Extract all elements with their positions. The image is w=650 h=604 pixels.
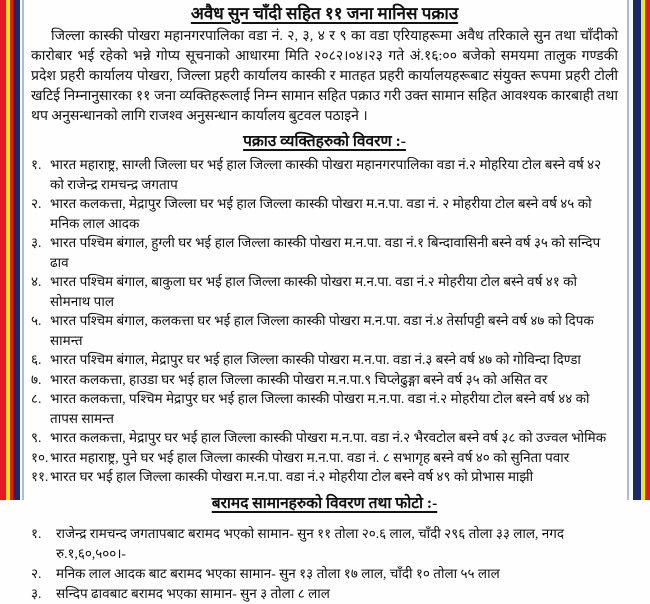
list-item-number: ३. bbox=[31, 585, 42, 601]
list-item-text: भारत घर भई हाल जिल्ला कास्की पोखरा म.न.पा. वडा नं.२ मोहरीया टोल बस्ने वर्ष ४९ को प्रोभास माझी bbox=[50, 469, 534, 484]
list-item bbox=[31, 428, 618, 448]
list-item-number: ११. bbox=[31, 469, 49, 484]
list-item bbox=[31, 467, 618, 487]
list-item bbox=[31, 350, 618, 370]
list-item-text: राजेन्द्र रामचन्द जगतापबाट बरामद भएको सामान- सुन ११ तोला २०.६ लाल, चाँदी २९६ तोला ३३ लाल, नगद रु.१,६०,५००।- bbox=[56, 525, 565, 561]
list-item-text: भारत पश्चिम बंगाल, बाकुला घर भई हाल जिल्ला कास्की पोखरा म.न.पा. वडा नं.२ मोहरीया टोल बस्ने वर्ष ४१ को सोमनाथ पाल bbox=[50, 274, 578, 309]
list-item-number: १. bbox=[31, 157, 42, 172]
document-content bbox=[31, 0, 618, 601]
list-item-number: ९. bbox=[31, 430, 42, 445]
list-item-number: ६. bbox=[31, 352, 42, 367]
left-border-stripes bbox=[0, 0, 20, 500]
list-item-number: ७. bbox=[31, 371, 42, 387]
document-title: अवैध सुन चाँदी सहित ११ जना मानिस पक्राउ bbox=[190, 4, 459, 23]
list-item-text: भारत पश्चिम बंगाल, हुग्ली घर भई हाल जिल्ला कास्की पोखरा म.न.पा. वडा नं.१ बिन्दावासिनी बस्ने वर्ष ३५ को सन्दिप ढाव bbox=[50, 235, 601, 270]
list-item-number: २. bbox=[31, 196, 42, 211]
list-item bbox=[31, 233, 618, 272]
list-item-text: भारत कलकत्ता, हाउडा घर भई हाल जिल्ला कास्की पोखरा म.न.पा.९ चिप्लेढुङ्गा बस्ने वर्ष ३५ को असित वर bbox=[50, 371, 548, 387]
right-border-thin-line bbox=[627, 0, 629, 500]
seized-goods-list bbox=[31, 524, 618, 604]
list-item bbox=[31, 311, 618, 350]
list-item-text: भारत कलकत्ता, मेद्रापुर घर भई हाल जिल्ला कास्की पोखरा म.न.पा. वडा नं.२ भैरवटोल बस्ने वर्ष ३८ को उज्वल भोमिक bbox=[50, 430, 607, 445]
list-item-text: भारत कलकत्ता, पश्चिम मेद्रापुर घर भई हाल जिल्ला कास्की पोखरा म.न.पा. वडा नं.२ मोहरीया टोल बस्ने वर्ष ४४ को तापस सामन्त bbox=[50, 391, 590, 426]
list-item bbox=[31, 448, 618, 468]
list-item bbox=[31, 389, 618, 428]
list-item-number: ५. bbox=[31, 313, 42, 328]
list-item-text: भारत पश्चिम बंगाल, कलकत्ता घर भई हाल जिल्ला कास्की पोखरा म.न.पा. वडा नं.४ तेर्सापट्टी बस्ने वर्ष ४७ को दिपक सामन्त bbox=[50, 313, 594, 348]
list-item bbox=[31, 584, 618, 604]
list-item-text: मनिक लाल आदक बाट बरामद भएका सामान- सुन १३ तोला १७ लाल, चाँदी १० तोला ५५ लाल bbox=[56, 565, 500, 581]
list-item-number: ४. bbox=[31, 274, 42, 289]
list-item-text: सन्दिप ढावबाट बरामद भएका सामान- सुन ३ तोला ८ लाल bbox=[56, 585, 330, 601]
list-item-number: १०. bbox=[31, 449, 49, 465]
list-item bbox=[31, 524, 618, 564]
list-item-number: ८. bbox=[31, 391, 42, 406]
list-item-number: २. bbox=[31, 565, 42, 581]
list-item bbox=[31, 370, 618, 390]
list-item bbox=[31, 194, 618, 233]
list-item-text: भारत महाराष्ट्र, साग्ली जिल्ला घर भई हाल जिल्ला कास्की पोखरा महानगरपालिका वडा नं.२ मोहरिया टोल बस्ने वर्ष ४२ को राजेन्द्र रामचन्द्र जगताप bbox=[50, 157, 602, 192]
arrested-section-heading: पक्राउ व्यक्तिहरुको विवरण :- bbox=[243, 133, 406, 150]
list-item-number: १. bbox=[31, 525, 42, 541]
arrested-persons-list bbox=[31, 155, 618, 487]
list-item-text: भारत पश्चिम बंगाल, मेद्रापुर घर भई हाल जिल्ला कास्की पोखरा म.न.पा. वडा नं.३ बस्ने वर्ष ४७ को गोविन्दा दिण्डा bbox=[50, 352, 581, 367]
right-border-stripes bbox=[633, 0, 650, 500]
intro-paragraph: जिल्ला कास्की पोखरा महानगरपालिका वडा नं. २, ३, ४ र ९ का वडा एरियाहरूमा अवैध तरिकाले सुन तथा चाँदीको कारोबार भई रहेको भन्ने गोप्य सूचनाको आधारमा मिति २०८२।०४।२३ गते अं.१६:०० बजेको समयमा तालुक गण्डकी प्रदेश प्रहरी कार्यालय पोखरा, जिल्ला प्रहरी कार्यालय कास्की र मातहत प्रहरी कार्यालयहरूबाट संयुक्त रूपमा प्रहरी टोली खटिई निम्नानुसारका ११ जना व्यक्तिहरूलाई निम्न सामान सहित पक्राउ गरी उक्त सामान सहित आवश्यक कारबाही तथा थप अनुसन्धानको लागि राजश्व अनुसन्धान कार्यालय बुटवल पठाइने । bbox=[31, 29, 618, 124]
list-item bbox=[31, 564, 618, 584]
list-item bbox=[31, 155, 618, 194]
list-item-text: भारत महाराष्ट्र, पुने घर भई हाल जिल्ला कास्की पोखरा म.न.पा. वडा नं. ८ सभागृह बस्ने वर्ष ४० को सुनिता पवार bbox=[50, 449, 570, 465]
list-item bbox=[31, 272, 618, 311]
list-item-number: ३. bbox=[31, 235, 42, 250]
list-item-text: भारत कलकत्ता, मेद्रापुर जिल्ला घर भई हाल जिल्ला कास्की पोखरा म.न.पा. वडा नं. २ मोहरीया टोल बस्ने वर्ष ४५ को मनिक लाल आदक bbox=[50, 196, 592, 231]
left-border-thin-line bbox=[22, 0, 24, 500]
seized-section-heading: बरामद सामानहरुको विवरण तथा फोटो :- bbox=[211, 494, 438, 512]
